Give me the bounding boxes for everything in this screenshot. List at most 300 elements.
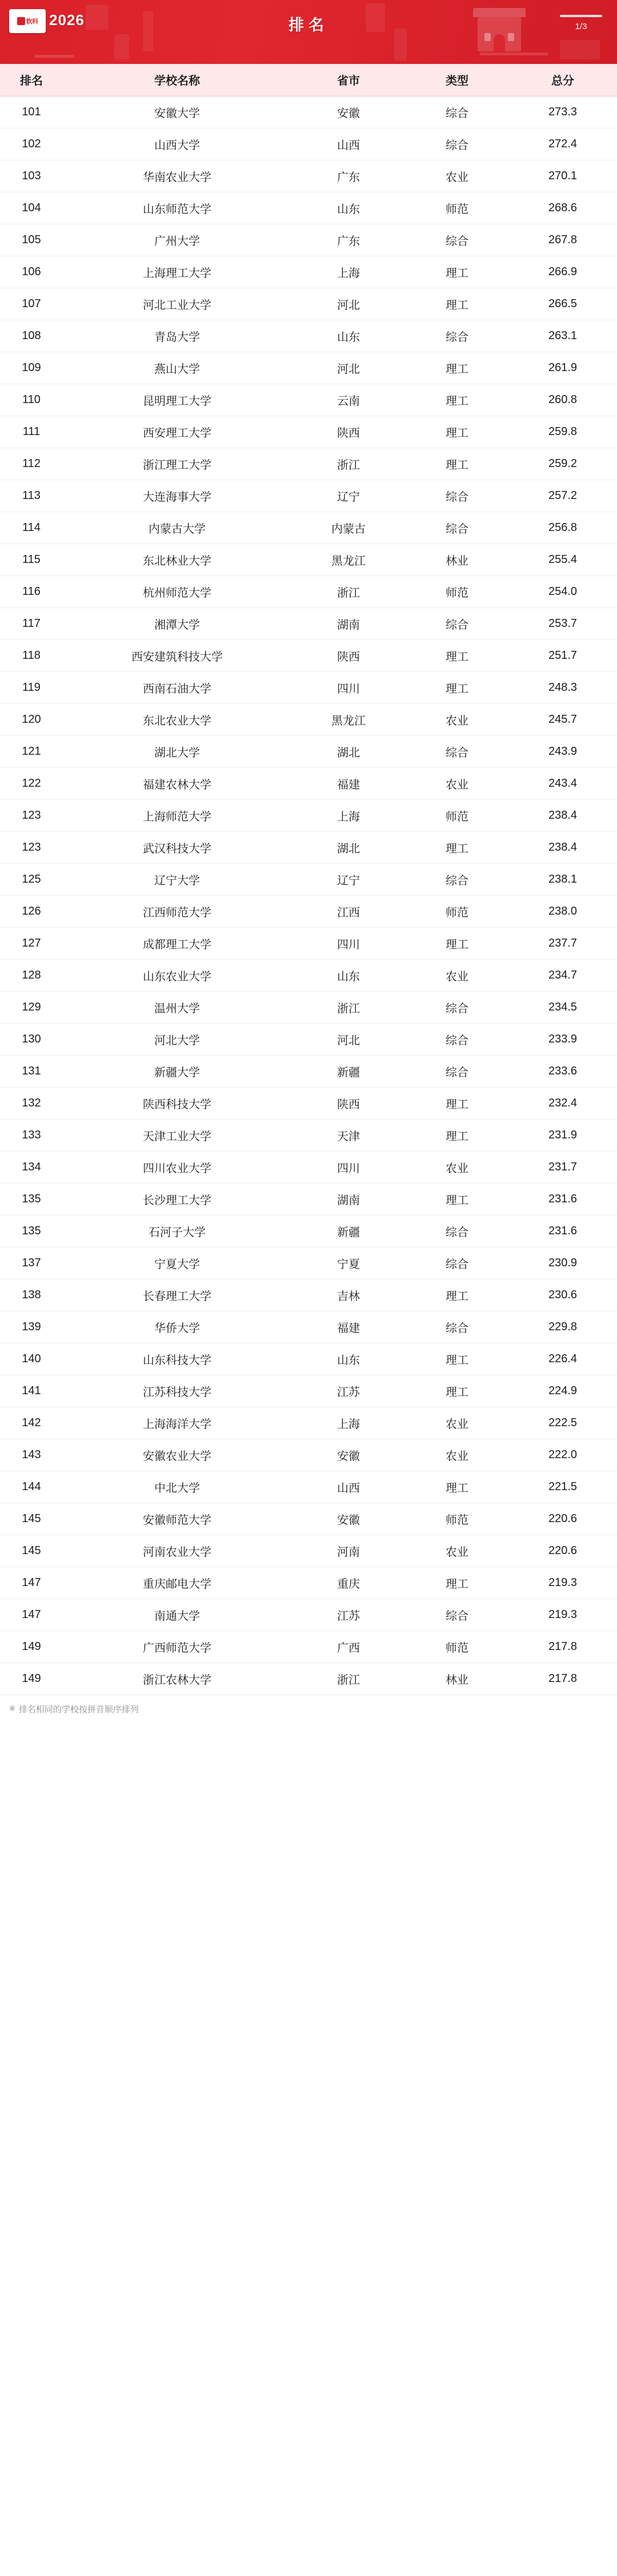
- cell-province: 云南: [291, 384, 406, 416]
- footnote-text: 排名相同的学校按拼音顺序排列: [18, 1704, 139, 1714]
- table-row[interactable]: [0, 1183, 617, 1215]
- cell-rank: 105: [0, 224, 63, 256]
- cell-type: 理工: [406, 1087, 508, 1119]
- cell-province: 河北: [291, 1023, 406, 1055]
- cell-rank: 123: [0, 831, 63, 863]
- cell-rank: 120: [0, 703, 63, 735]
- cell-province: 河南: [291, 1535, 406, 1567]
- cell-rank: 134: [0, 1151, 63, 1183]
- logo-text: 软科: [26, 18, 38, 25]
- cell-type: 理工: [406, 639, 508, 671]
- cell-score: 256.8: [508, 512, 617, 544]
- cell-score: 238.4: [508, 831, 617, 863]
- table-row[interactable]: [0, 991, 617, 1023]
- table-row[interactable]: [0, 320, 617, 352]
- cell-province: 浙江: [291, 991, 406, 1023]
- cell-name: 大连海事大学: [63, 480, 291, 512]
- page-indicator-text: 1/3: [575, 22, 587, 31]
- cell-type: 综合: [406, 128, 508, 160]
- table-row[interactable]: [0, 448, 617, 480]
- cell-rank: 106: [0, 256, 63, 288]
- cell-province: 四川: [291, 1151, 406, 1183]
- cell-score: 231.6: [508, 1215, 617, 1247]
- cell-name: 山东农业大学: [63, 959, 291, 991]
- cell-name: 华南农业大学: [63, 160, 291, 192]
- cell-score: 217.8: [508, 1631, 617, 1663]
- table-header-row: [0, 64, 617, 96]
- cell-type: 农业: [406, 1407, 508, 1439]
- cell-province: 江苏: [291, 1599, 406, 1631]
- cell-province: 新疆: [291, 1215, 406, 1247]
- cell-score: 220.6: [508, 1535, 617, 1567]
- table-row[interactable]: [0, 1567, 617, 1599]
- cell-score: 238.4: [508, 799, 617, 831]
- cell-rank: 104: [0, 192, 63, 224]
- table-row[interactable]: [0, 927, 617, 959]
- cell-name: 湖北大学: [63, 735, 291, 767]
- cell-rank: 111: [0, 416, 63, 448]
- cell-score: 261.9: [508, 352, 617, 384]
- table-row[interactable]: [0, 128, 617, 160]
- cell-rank: 133: [0, 1119, 63, 1151]
- cell-name: 新疆大学: [63, 1055, 291, 1087]
- cell-province: 河北: [291, 288, 406, 320]
- cell-province: 上海: [291, 256, 406, 288]
- cell-score: 229.8: [508, 1311, 617, 1343]
- cell-province: 新疆: [291, 1055, 406, 1087]
- cell-rank: 118: [0, 639, 63, 671]
- cell-name: 燕山大学: [63, 352, 291, 384]
- cell-rank: 112: [0, 448, 63, 480]
- cell-name: 中北大学: [63, 1471, 291, 1503]
- cell-score: 243.9: [508, 735, 617, 767]
- cell-name: 昆明理工大学: [63, 384, 291, 416]
- cell-province: 江苏: [291, 1375, 406, 1407]
- cell-score: 221.5: [508, 1471, 617, 1503]
- cell-score: 219.3: [508, 1567, 617, 1599]
- page-title: 排名: [289, 17, 328, 34]
- cell-name: 西南石油大学: [63, 671, 291, 703]
- cell-name: 河北大学: [63, 1023, 291, 1055]
- cell-type: 综合: [406, 1599, 508, 1631]
- cell-province: 湖北: [291, 735, 406, 767]
- cell-rank: 113: [0, 480, 63, 512]
- cell-name: 成都理工大学: [63, 927, 291, 959]
- cell-type: 师范: [406, 799, 508, 831]
- cell-name: 石河子大学: [63, 1215, 291, 1247]
- table-row[interactable]: [0, 1087, 617, 1119]
- cell-rank: 117: [0, 607, 63, 639]
- table-row[interactable]: [0, 1247, 617, 1279]
- cell-score: 230.6: [508, 1279, 617, 1311]
- cell-province: 湖南: [291, 607, 406, 639]
- cell-name: 山东科技大学: [63, 1343, 291, 1375]
- cell-type: 农业: [406, 703, 508, 735]
- cell-type: 理工: [406, 671, 508, 703]
- cell-name: 青岛大学: [63, 320, 291, 352]
- cell-province: 内蒙古: [291, 512, 406, 544]
- cell-rank: 128: [0, 959, 63, 991]
- cell-type: 理工: [406, 831, 508, 863]
- table-row[interactable]: [0, 416, 617, 448]
- table-row[interactable]: [0, 288, 617, 320]
- cell-score: 217.8: [508, 1663, 617, 1694]
- cell-type: 师范: [406, 1503, 508, 1535]
- cell-province: 湖北: [291, 831, 406, 863]
- cell-name: 山西大学: [63, 128, 291, 160]
- cell-score: 267.8: [508, 224, 617, 256]
- cell-rank: 122: [0, 767, 63, 799]
- cell-province: 安徽: [291, 96, 406, 128]
- table-row[interactable]: [0, 1023, 617, 1055]
- cell-rank: 140: [0, 1343, 63, 1375]
- cell-score: 263.1: [508, 320, 617, 352]
- cell-score: 238.0: [508, 895, 617, 927]
- table-row[interactable]: [0, 1311, 617, 1343]
- cell-name: 上海海洋大学: [63, 1407, 291, 1439]
- cell-score: 266.9: [508, 256, 617, 288]
- cell-type: 理工: [406, 256, 508, 288]
- table-row[interactable]: [0, 607, 617, 639]
- cell-rank: 114: [0, 512, 63, 544]
- table-row[interactable]: [0, 1663, 617, 1694]
- cell-name: 重庆邮电大学: [63, 1567, 291, 1599]
- table-row[interactable]: [0, 831, 617, 863]
- cell-rank: 149: [0, 1631, 63, 1663]
- cell-score: 255.4: [508, 544, 617, 575]
- cell-name: 宁夏大学: [63, 1247, 291, 1279]
- cell-name: 浙江理工大学: [63, 448, 291, 480]
- table-row[interactable]: [0, 703, 617, 735]
- cell-type: 农业: [406, 959, 508, 991]
- cell-type: 理工: [406, 927, 508, 959]
- cell-province: 广东: [291, 160, 406, 192]
- cell-type: 理工: [406, 1471, 508, 1503]
- cell-type: 林业: [406, 544, 508, 575]
- cell-name: 西安建筑科技大学: [63, 639, 291, 671]
- table-row[interactable]: [0, 895, 617, 927]
- cell-rank: 143: [0, 1439, 63, 1471]
- cell-score: 222.5: [508, 1407, 617, 1439]
- table-row[interactable]: [0, 96, 617, 128]
- cell-province: 广东: [291, 224, 406, 256]
- cell-name: 陕西科技大学: [63, 1087, 291, 1119]
- cell-name: 安徽大学: [63, 96, 291, 128]
- table-row[interactable]: [0, 1439, 617, 1471]
- table-row[interactable]: [0, 224, 617, 256]
- cell-rank: 123: [0, 799, 63, 831]
- column-header-province: 省市: [291, 64, 406, 96]
- table-row[interactable]: [0, 352, 617, 384]
- cell-type: 理工: [406, 1119, 508, 1151]
- table-row[interactable]: [0, 1535, 617, 1567]
- column-header-school-name: 学校名称: [63, 64, 291, 96]
- cell-type: 综合: [406, 1215, 508, 1247]
- cell-province: 安徽: [291, 1503, 406, 1535]
- cell-type: 综合: [406, 735, 508, 767]
- cell-type: 农业: [406, 1151, 508, 1183]
- table-row[interactable]: [0, 1151, 617, 1183]
- table-row[interactable]: [0, 1215, 617, 1247]
- table-row[interactable]: [0, 1471, 617, 1503]
- page-indicator: [560, 15, 602, 31]
- cell-province: 山东: [291, 1343, 406, 1375]
- cell-score: 231.9: [508, 1119, 617, 1151]
- cell-province: 广西: [291, 1631, 406, 1663]
- cell-rank: 129: [0, 991, 63, 1023]
- cell-type: 综合: [406, 320, 508, 352]
- cell-province: 安徽: [291, 1439, 406, 1471]
- cell-rank: 145: [0, 1503, 63, 1535]
- cell-province: 山东: [291, 320, 406, 352]
- cell-score: 232.4: [508, 1087, 617, 1119]
- cell-province: 黑龙江: [291, 544, 406, 575]
- table-row[interactable]: [0, 1343, 617, 1375]
- cell-type: 师范: [406, 1631, 508, 1663]
- cell-province: 重庆: [291, 1567, 406, 1599]
- table-row[interactable]: [0, 799, 617, 831]
- cell-type: 农业: [406, 1535, 508, 1567]
- cell-type: 综合: [406, 607, 508, 639]
- cell-rank: 147: [0, 1567, 63, 1599]
- cell-rank: 147: [0, 1599, 63, 1631]
- cell-rank: 119: [0, 671, 63, 703]
- cell-type: 综合: [406, 1311, 508, 1343]
- cell-name: 内蒙古大学: [63, 512, 291, 544]
- cell-name: 辽宁大学: [63, 863, 291, 895]
- cell-type: 师范: [406, 895, 508, 927]
- cell-type: 理工: [406, 448, 508, 480]
- cell-score: 233.9: [508, 1023, 617, 1055]
- cell-province: 上海: [291, 799, 406, 831]
- cell-province: 辽宁: [291, 863, 406, 895]
- cell-province: 浙江: [291, 1663, 406, 1694]
- table-row[interactable]: [0, 480, 617, 512]
- cell-type: 林业: [406, 1663, 508, 1694]
- cell-score: 268.6: [508, 192, 617, 224]
- table-row[interactable]: [0, 1631, 617, 1663]
- cell-type: 理工: [406, 352, 508, 384]
- table-row[interactable]: [0, 256, 617, 288]
- cell-score: 222.0: [508, 1439, 617, 1471]
- cell-province: 辽宁: [291, 480, 406, 512]
- cell-rank: 101: [0, 96, 63, 128]
- cell-score: 266.5: [508, 288, 617, 320]
- cell-province: 四川: [291, 927, 406, 959]
- cell-name: 东北林业大学: [63, 544, 291, 575]
- table-row[interactable]: [0, 1375, 617, 1407]
- cell-score: 231.6: [508, 1183, 617, 1215]
- cell-name: 广西师范大学: [63, 1631, 291, 1663]
- cell-name: 长春理工大学: [63, 1279, 291, 1311]
- cell-rank: 127: [0, 927, 63, 959]
- cell-name: 河南农业大学: [63, 1535, 291, 1567]
- cell-province: 山东: [291, 959, 406, 991]
- cell-name: 山东师范大学: [63, 192, 291, 224]
- cell-province: 陕西: [291, 416, 406, 448]
- cell-rank: 125: [0, 863, 63, 895]
- footnote: [0, 1695, 617, 1728]
- cell-name: 江苏科技大学: [63, 1375, 291, 1407]
- cell-rank: 103: [0, 160, 63, 192]
- cell-rank: 116: [0, 575, 63, 607]
- cell-type: 综合: [406, 991, 508, 1023]
- cell-rank: 130: [0, 1023, 63, 1055]
- cell-score: 259.2: [508, 448, 617, 480]
- cell-rank: 107: [0, 288, 63, 320]
- cell-province: 山东: [291, 192, 406, 224]
- table-row[interactable]: [0, 767, 617, 799]
- cell-province: 福建: [291, 1311, 406, 1343]
- cell-rank: 108: [0, 320, 63, 352]
- cell-type: 理工: [406, 1343, 508, 1375]
- year-badge: 2026: [49, 11, 85, 29]
- cell-rank: 115: [0, 544, 63, 575]
- table-row[interactable]: [0, 160, 617, 192]
- cell-type: 理工: [406, 288, 508, 320]
- cell-type: 综合: [406, 512, 508, 544]
- table-row[interactable]: [0, 1599, 617, 1631]
- cell-rank: 142: [0, 1407, 63, 1439]
- cell-score: 234.5: [508, 991, 617, 1023]
- cell-name: 江西师范大学: [63, 895, 291, 927]
- table-row[interactable]: [0, 735, 617, 767]
- cell-score: 273.3: [508, 96, 617, 128]
- cell-type: 综合: [406, 96, 508, 128]
- cell-province: 江西: [291, 895, 406, 927]
- cell-score: 238.1: [508, 863, 617, 895]
- cell-name: 河北工业大学: [63, 288, 291, 320]
- cell-province: 陕西: [291, 639, 406, 671]
- cell-name: 浙江农林大学: [63, 1663, 291, 1694]
- cell-score: 219.3: [508, 1599, 617, 1631]
- cell-score: 251.7: [508, 639, 617, 671]
- cell-type: 综合: [406, 224, 508, 256]
- page-indicator-bar: [560, 15, 602, 17]
- cell-rank: 126: [0, 895, 63, 927]
- column-header-score: 总分: [508, 64, 617, 96]
- table-row[interactable]: [0, 639, 617, 671]
- cell-rank: 110: [0, 384, 63, 416]
- table-row[interactable]: [0, 384, 617, 416]
- cell-name: 长沙理工大学: [63, 1183, 291, 1215]
- cell-rank: 138: [0, 1279, 63, 1311]
- cell-score: 245.7: [508, 703, 617, 735]
- cell-province: 湖南: [291, 1183, 406, 1215]
- cell-name: 杭州师范大学: [63, 575, 291, 607]
- cell-name: 福建农林大学: [63, 767, 291, 799]
- page-banner: [0, 0, 617, 64]
- cell-rank: 135: [0, 1183, 63, 1215]
- cell-name: 华侨大学: [63, 1311, 291, 1343]
- cell-score: 233.6: [508, 1055, 617, 1087]
- table-row[interactable]: [0, 1279, 617, 1311]
- cell-type: 农业: [406, 1439, 508, 1471]
- cell-rank: 141: [0, 1375, 63, 1407]
- table-row[interactable]: [0, 1407, 617, 1439]
- table-row[interactable]: [0, 575, 617, 607]
- cell-rank: 102: [0, 128, 63, 160]
- cell-province: 上海: [291, 1407, 406, 1439]
- cell-type: 农业: [406, 767, 508, 799]
- footnote-marker-icon: ※: [9, 1704, 15, 1713]
- cell-province: 山西: [291, 1471, 406, 1503]
- table-row[interactable]: [0, 1119, 617, 1151]
- cell-type: 理工: [406, 1567, 508, 1599]
- cell-score: 230.9: [508, 1247, 617, 1279]
- cell-type: 综合: [406, 1055, 508, 1087]
- cell-province: 河北: [291, 352, 406, 384]
- cell-type: 理工: [406, 1279, 508, 1311]
- table-row[interactable]: [0, 1055, 617, 1087]
- cell-rank: 137: [0, 1247, 63, 1279]
- column-header-type: 类型: [406, 64, 508, 96]
- cell-province: 四川: [291, 671, 406, 703]
- cell-rank: 145: [0, 1535, 63, 1567]
- cell-province: 浙江: [291, 448, 406, 480]
- table-row[interactable]: [0, 1503, 617, 1535]
- cell-score: 260.8: [508, 384, 617, 416]
- cell-rank: 132: [0, 1087, 63, 1119]
- cell-province: 吉林: [291, 1279, 406, 1311]
- cell-score: 224.9: [508, 1375, 617, 1407]
- cell-province: 天津: [291, 1119, 406, 1151]
- cell-name: 四川农业大学: [63, 1151, 291, 1183]
- cell-type: 理工: [406, 1183, 508, 1215]
- cell-type: 师范: [406, 192, 508, 224]
- table-row[interactable]: [0, 671, 617, 703]
- cell-type: 理工: [406, 384, 508, 416]
- cell-score: 231.7: [508, 1151, 617, 1183]
- cell-type: 综合: [406, 1247, 508, 1279]
- cell-province: 黑龙江: [291, 703, 406, 735]
- school-gate-icon: [473, 8, 526, 51]
- cell-score: 220.6: [508, 1503, 617, 1535]
- cell-score: 259.8: [508, 416, 617, 448]
- cell-rank: 131: [0, 1055, 63, 1087]
- cell-score: 257.2: [508, 480, 617, 512]
- cell-name: 上海师范大学: [63, 799, 291, 831]
- cell-score: 226.4: [508, 1343, 617, 1375]
- cell-rank: 139: [0, 1311, 63, 1343]
- cell-rank: 109: [0, 352, 63, 384]
- table-row[interactable]: [0, 192, 617, 224]
- cell-rank: 149: [0, 1663, 63, 1694]
- cell-name: 西安理工大学: [63, 416, 291, 448]
- ranking-table: [0, 64, 617, 1695]
- cell-rank: 144: [0, 1471, 63, 1503]
- table-row[interactable]: [0, 512, 617, 544]
- cell-name: 东北农业大学: [63, 703, 291, 735]
- cell-name: 广州大学: [63, 224, 291, 256]
- cell-province: 陕西: [291, 1087, 406, 1119]
- cell-score: 237.7: [508, 927, 617, 959]
- cell-score: 272.4: [508, 128, 617, 160]
- cell-name: 安徽师范大学: [63, 1503, 291, 1535]
- cell-score: 253.7: [508, 607, 617, 639]
- cell-score: 243.4: [508, 767, 617, 799]
- table-row[interactable]: [0, 863, 617, 895]
- cell-type: 理工: [406, 1375, 508, 1407]
- cell-type: 综合: [406, 863, 508, 895]
- table-row[interactable]: [0, 959, 617, 991]
- cell-score: 254.0: [508, 575, 617, 607]
- cell-name: 天津工业大学: [63, 1119, 291, 1151]
- table-row[interactable]: [0, 544, 617, 575]
- cell-rank: 135: [0, 1215, 63, 1247]
- ranking-table-body: [0, 96, 617, 1694]
- cell-province: 浙江: [291, 575, 406, 607]
